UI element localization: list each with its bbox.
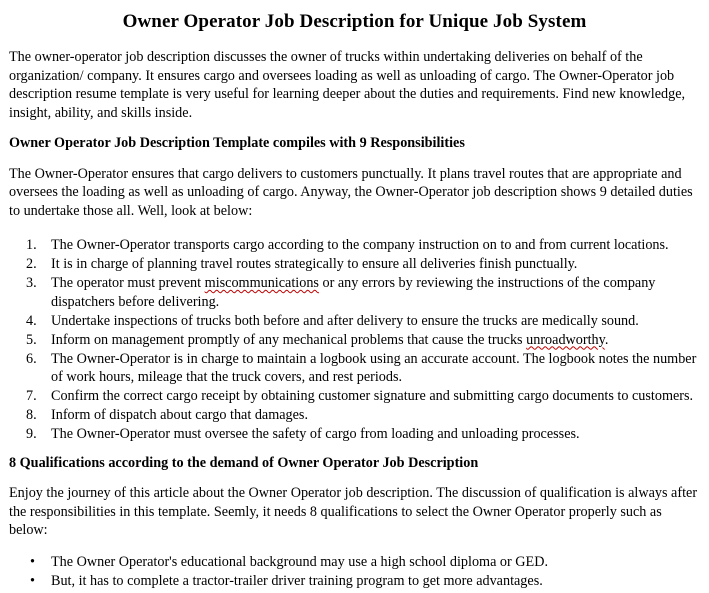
list-item-text: It is in charge of planning travel routes strategically to ensure all deliveries finish punctually. xyxy=(51,256,578,272)
bullet-icon: • xyxy=(30,553,35,570)
list-number: 7. xyxy=(26,388,37,404)
list-item-text: The Owner Operator's educational background may use a high school diploma or GED. xyxy=(51,553,549,570)
list-item xyxy=(9,274,700,311)
page-title: Owner Operator Job Description for Unique Job System xyxy=(122,11,587,32)
list-item-text: Inform of dispatch about cargo that damages. xyxy=(51,407,309,423)
intro-paragraph: The owner-operator job description discusses the owner of trucks within undertaking deliveries on behalf of the organization/ company. It ensures cargo and oversees loading as well as unloading of cargo. The Owner-Operator job description resume template is very useful for learning deeper about the duties and requirements. Find new knowledge, insight, ability, and skills inside. xyxy=(9,49,686,121)
list-item xyxy=(9,425,700,444)
list-number: 5. xyxy=(26,331,37,348)
qualifications-heading: 8 Qualifications according to the demand of Owner Operator Job Description xyxy=(9,454,479,471)
responsibilities-heading: Owner Operator Job Description Template compiles with 9 Responsibilities xyxy=(9,135,465,151)
responsibilities-list xyxy=(9,236,700,444)
list-item xyxy=(9,331,700,350)
responsibilities-intro: The Owner-Operator ensures that cargo delivers to customers punctually. It plans travel routes that are appropriate and oversees the loading as well as unloading of cargo. Anyway, the Owner-Operator job description shows 9 detailed duties to undertake those all. Well, look at below: xyxy=(9,165,693,219)
list-item-text-start: The operator must prevent xyxy=(51,275,205,291)
list-item xyxy=(9,236,700,255)
list-item-text: The Owner-Operator transports cargo according to the company instruction on to and from current locations. xyxy=(51,237,669,253)
list-item xyxy=(9,350,700,387)
list-number: 3. xyxy=(26,275,37,291)
spelling-flagged-word: unroadworthy xyxy=(526,331,605,348)
list-number: 6. xyxy=(26,350,37,367)
list-item xyxy=(9,255,700,274)
list-item-text: Undertake inspections of trucks both before and after delivery to ensure the trucks are medically sound. xyxy=(51,312,639,329)
list-number: 2. xyxy=(26,256,37,272)
qualifications-list xyxy=(9,553,700,591)
list-number: 9. xyxy=(26,426,37,442)
list-item-text: Confirm the correct cargo receipt by obtaining customer signature and submitting cargo documents to customers. xyxy=(51,388,694,404)
list-item-text: The Owner-Operator must oversee the safety of cargo from loading and unloading processes. xyxy=(51,426,580,442)
spelling-flagged-word: miscommunications xyxy=(204,275,319,291)
list-item xyxy=(9,387,700,406)
list-item xyxy=(9,553,700,572)
list-item xyxy=(9,406,700,425)
list-item xyxy=(9,312,700,331)
list-item xyxy=(9,572,700,591)
bullet-icon: • xyxy=(30,572,35,589)
list-item-text: The Owner-Operator is in charge to maintain a logbook using an accurate account. The logbook notes the number of work hours, mileage that the truck covers, and rest periods. xyxy=(51,350,697,385)
list-item-text-end: or any errors by reviewing the instructions of the company dispatchers before delivering. xyxy=(51,275,656,310)
list-number: 1. xyxy=(26,237,37,253)
list-item-text-end: . xyxy=(604,331,609,348)
qualifications-intro: Enjoy the journey of this article about the Owner Operator job description. The discussion of qualification is always after the responsibilities in this template. Seemly, it needs 8 qualifications to select the Owner Operator properly such as below: xyxy=(9,485,698,538)
list-number: 8. xyxy=(26,407,37,423)
list-item-text: But, it has to complete a tractor-trailer driver training program to get more advantages. xyxy=(51,572,543,589)
list-number: 4. xyxy=(26,312,37,329)
list-item-text-start: Inform on management promptly of any mechanical problems that cause the trucks xyxy=(51,331,527,348)
